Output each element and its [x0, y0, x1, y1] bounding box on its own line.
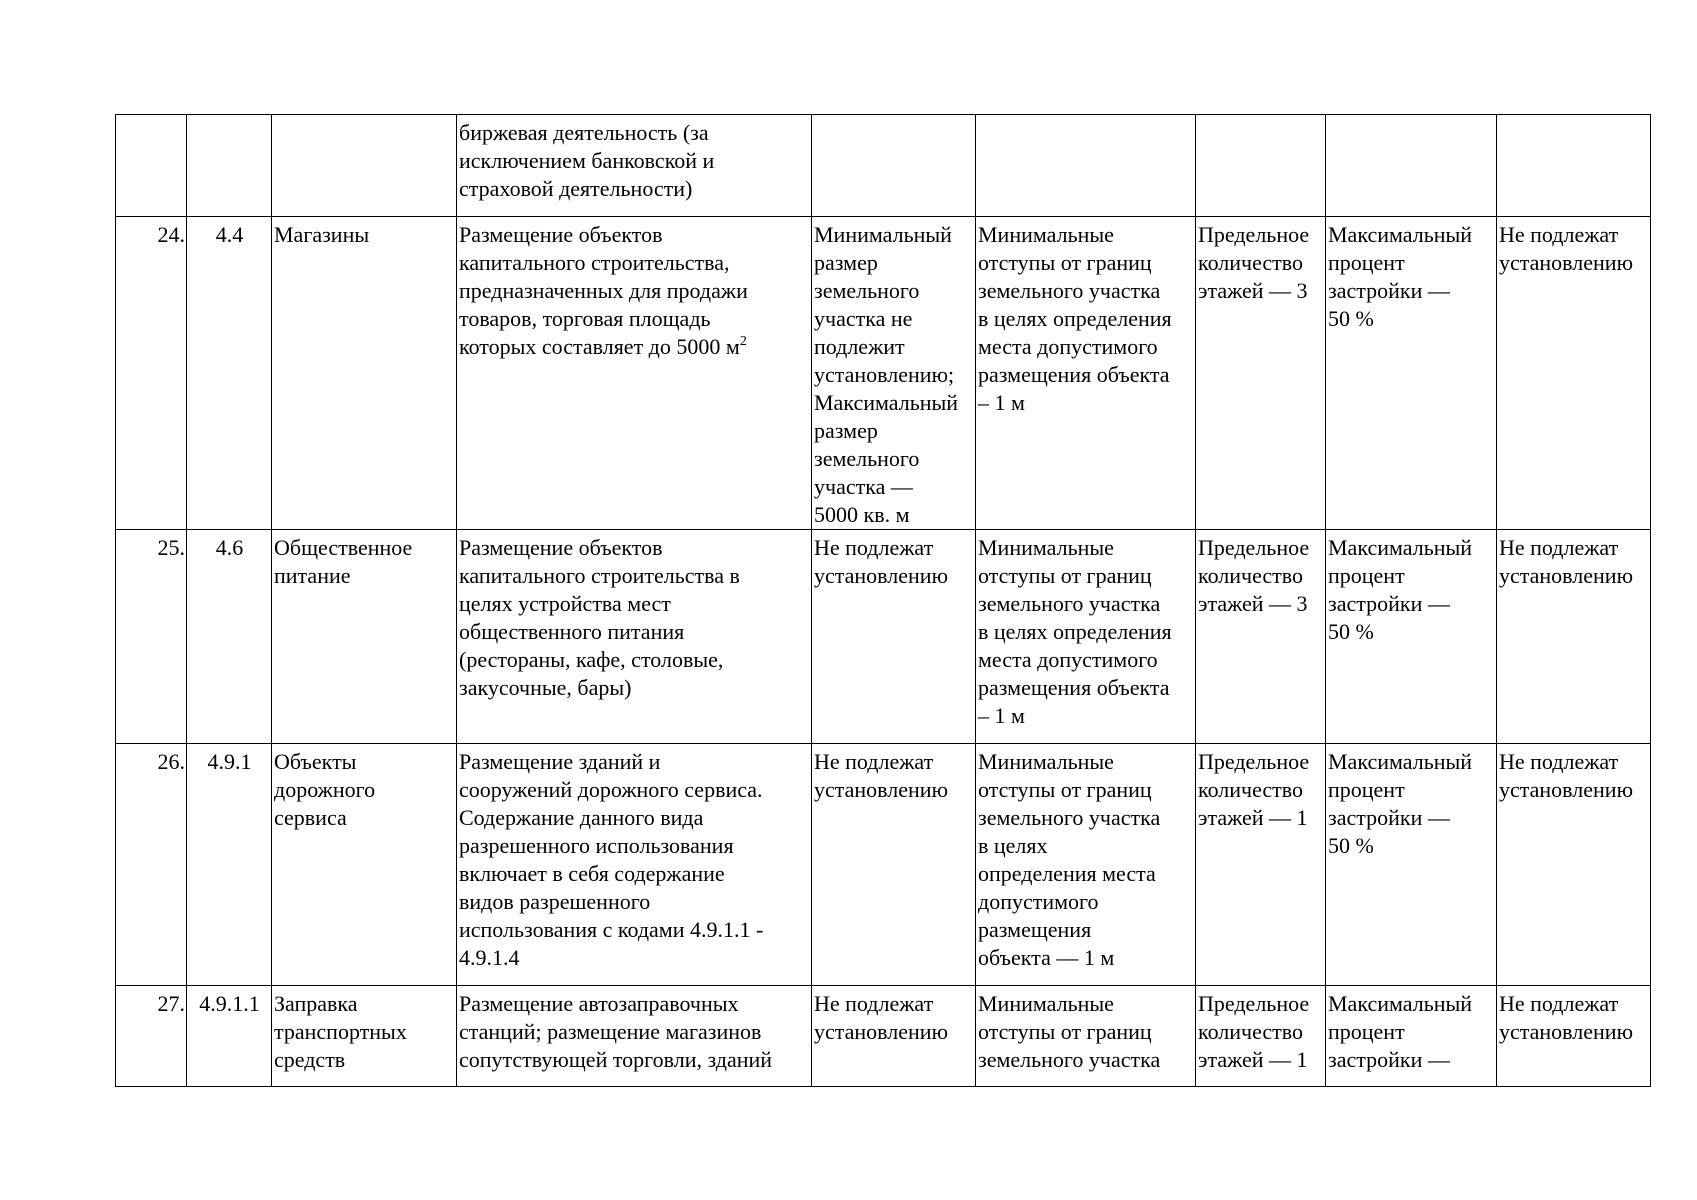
- use-type-name-line: сервиса: [274, 805, 347, 830]
- coverage-cell: [1326, 217, 1497, 530]
- use-type-name-line: Заправка: [274, 991, 358, 1016]
- restrictions-line: установлению: [1499, 1019, 1634, 1044]
- coverage-cell: [1326, 115, 1497, 217]
- plot-size-line: земельного: [814, 278, 920, 303]
- coverage-line: 50 %: [1328, 306, 1374, 331]
- coverage-line: 50 %: [1328, 619, 1374, 644]
- coverage-line: 50 %: [1328, 833, 1374, 858]
- plot-size-line: 5000 кв. м: [814, 502, 910, 527]
- description-line: предназначенных для продажи: [459, 278, 748, 303]
- description-line: биржевая деятельность (за: [459, 120, 709, 145]
- setbacks-line: Минимальные: [978, 991, 1114, 1016]
- table-row: [116, 530, 1651, 744]
- floors-line: количество: [1198, 250, 1304, 275]
- row-code-cell: [187, 217, 272, 530]
- description-line: Содержание данного вида: [459, 805, 704, 830]
- use-type-name-cell: [272, 115, 457, 217]
- row-code-cell: [187, 115, 272, 217]
- plot-size-line: установлению: [814, 1019, 949, 1044]
- plot-size-line: Не подлежат: [814, 991, 934, 1016]
- setbacks-line: размещения объекта: [978, 362, 1170, 387]
- description-line: использования с кодами 4.9.1.1 -: [459, 917, 764, 942]
- coverage-line: процент: [1328, 1019, 1405, 1044]
- coverage-line: Максимальный: [1328, 222, 1473, 247]
- plot-size-line: установлению: [814, 777, 949, 802]
- row-number-cell: [116, 115, 187, 217]
- description-line: Размещение объектов: [459, 222, 663, 247]
- setbacks-line: объекта — 1 м: [978, 945, 1115, 970]
- setbacks-cell: [976, 986, 1196, 1087]
- coverage-line: процент: [1328, 563, 1405, 588]
- setbacks-line: в целях: [978, 833, 1048, 858]
- description-line: капитального строительства,: [459, 250, 730, 275]
- restrictions-cell: [1497, 530, 1651, 744]
- plot-size-line: размер: [814, 250, 878, 275]
- row-number-cell: [116, 530, 187, 744]
- setbacks-line: в целях определения: [978, 619, 1172, 644]
- coverage-line: Максимальный: [1328, 749, 1473, 774]
- plot-size-cell: [812, 986, 976, 1087]
- use-type-name-line: средств: [274, 1047, 346, 1072]
- setbacks-line: места допустимого: [978, 334, 1158, 359]
- description-cell: [457, 217, 812, 530]
- use-type-name-cell: [272, 530, 457, 744]
- use-type-name-cell: [272, 217, 457, 530]
- use-type-name-line: питание: [274, 563, 351, 588]
- plot-size-cell: [812, 744, 976, 986]
- description-line: которых составляет до 5000 $м^2$: [459, 334, 747, 359]
- coverage-line: застройки —: [1328, 805, 1450, 830]
- description-line: Размещение зданий и: [459, 749, 661, 774]
- setbacks-cell: [976, 115, 1196, 217]
- setbacks-line: допустимого: [978, 889, 1099, 914]
- description-line: 4.9.1.4: [459, 945, 520, 970]
- coverage-cell: [1326, 744, 1497, 986]
- description-line: Размещение автозаправочных: [459, 991, 739, 1016]
- floors-line: количество: [1198, 1019, 1304, 1044]
- restrictions-cell: [1497, 986, 1651, 1087]
- floors-line: этажей — 1: [1198, 805, 1308, 830]
- restrictions-line: Не подлежат: [1499, 991, 1619, 1016]
- plot-size-line: установлению;: [814, 362, 955, 387]
- setbacks-line: размещения объекта: [978, 675, 1170, 700]
- coverage-line: процент: [1328, 777, 1405, 802]
- floors-line: этажей — 1: [1198, 1047, 1308, 1072]
- table-row: [116, 217, 1651, 530]
- setbacks-line: земельного участка: [978, 1047, 1161, 1072]
- plot-size-line: установлению: [814, 563, 949, 588]
- description-line: капитального строительства в: [459, 563, 740, 588]
- setbacks-line: места допустимого: [978, 647, 1158, 672]
- table-body: [116, 115, 1651, 1087]
- restrictions-line: установлению: [1499, 250, 1634, 275]
- description-line: исключением банковской и: [459, 148, 715, 173]
- description-line: станций; размещение магазинов: [459, 1019, 762, 1044]
- floors-line: этажей — 3: [1198, 278, 1308, 303]
- setbacks-cell: [976, 744, 1196, 986]
- row-code-cell: [187, 744, 272, 986]
- coverage-cell: [1326, 986, 1497, 1087]
- restrictions-line: Не подлежат: [1499, 749, 1619, 774]
- setbacks-line: земельного участка: [978, 591, 1161, 616]
- use-type-name-cell: [272, 986, 457, 1087]
- floors-cell: [1196, 115, 1326, 217]
- coverage-line: застройки —: [1328, 1047, 1450, 1072]
- row-code: 4.9.1.1: [199, 991, 260, 1016]
- use-type-name-cell: [272, 744, 457, 986]
- setbacks-line: отступы от границ: [978, 250, 1152, 275]
- restrictions-cell: [1497, 115, 1651, 217]
- plot-size-line: Не подлежат: [814, 535, 934, 560]
- row-number-cell: [116, 744, 187, 986]
- plot-size-cell: [812, 217, 976, 530]
- floors-line: Предельное: [1198, 749, 1310, 774]
- restrictions-cell: [1497, 744, 1651, 986]
- coverage-line: процент: [1328, 250, 1405, 275]
- setbacks-line: Минимальные: [978, 535, 1114, 560]
- plot-size-line: земельного: [814, 446, 920, 471]
- setbacks-cell: [976, 530, 1196, 744]
- floors-cell: [1196, 744, 1326, 986]
- row-code: 4.4: [215, 222, 244, 247]
- description-line: (рестораны, кафе, столовые,: [459, 647, 724, 672]
- coverage-line: Максимальный: [1328, 535, 1473, 560]
- setbacks-line: земельного участка: [978, 278, 1161, 303]
- plot-size-line: Минимальный: [814, 222, 952, 247]
- row-number: 25.: [157, 535, 185, 560]
- description-line: включает в себя содержание: [459, 861, 725, 886]
- restrictions-cell: [1497, 217, 1651, 530]
- restrictions-line: установлению: [1499, 777, 1634, 802]
- coverage-line: застройки —: [1328, 591, 1450, 616]
- restrictions-line: Не подлежат: [1499, 535, 1619, 560]
- floors-line: Предельное: [1198, 222, 1310, 247]
- description-line: Размещение объектов: [459, 535, 663, 560]
- row-number: 24.: [157, 222, 185, 247]
- floors-line: этажей — 3: [1198, 591, 1308, 616]
- row-number-cell: [116, 986, 187, 1087]
- restrictions-line: Не подлежат: [1499, 222, 1619, 247]
- use-type-name-line: Объекты: [274, 749, 357, 774]
- description-line: видов разрешенного: [459, 889, 651, 914]
- description-line: товаров, торговая площадь: [459, 306, 711, 331]
- setbacks-line: определения места: [978, 861, 1156, 886]
- plot-size-line: Максимальный: [814, 390, 959, 415]
- description-cell: [457, 744, 812, 986]
- plot-size-line: размер: [814, 418, 878, 443]
- row-number: 26.: [157, 749, 185, 774]
- plot-size-line: подлежит: [814, 334, 905, 359]
- plot-size-line: Не подлежат: [814, 749, 934, 774]
- floors-line: количество: [1198, 777, 1304, 802]
- plot-size-line: участка —: [814, 474, 913, 499]
- description-line: сооружений дорожного сервиса.: [459, 777, 763, 802]
- description-line: страховой деятельности): [459, 176, 693, 201]
- table-row: [116, 115, 1651, 217]
- setbacks-line: отступы от границ: [978, 777, 1152, 802]
- description-cell: [457, 115, 812, 217]
- setbacks-line: – 1 м: [978, 703, 1025, 728]
- row-number: 27.: [157, 991, 185, 1016]
- floors-cell: [1196, 530, 1326, 744]
- superscript-exponent: 2: [739, 334, 747, 349]
- setbacks-line: отступы от границ: [978, 563, 1152, 588]
- coverage-line: застройки —: [1328, 278, 1450, 303]
- setbacks-line: отступы от границ: [978, 1019, 1152, 1044]
- floors-line: Предельное: [1198, 991, 1310, 1016]
- row-number-cell: [116, 217, 187, 530]
- description-line: общественного питания: [459, 619, 685, 644]
- setbacks-line: размещения: [978, 917, 1092, 942]
- description-cell: [457, 986, 812, 1087]
- description-cell: [457, 530, 812, 744]
- floors-line: Предельное: [1198, 535, 1310, 560]
- use-type-name-line: транспортных: [274, 1019, 407, 1044]
- floors-cell: [1196, 217, 1326, 530]
- use-type-name-line: дорожного: [274, 777, 376, 802]
- floors-cell: [1196, 986, 1326, 1087]
- row-code: 4.9.1: [207, 749, 252, 774]
- setbacks-line: в целях определения: [978, 306, 1172, 331]
- description-line: целях устройства мест: [459, 591, 671, 616]
- table-row: [116, 986, 1651, 1087]
- restrictions-line: установлению: [1499, 563, 1634, 588]
- plot-size-cell: [812, 530, 976, 744]
- land-use-regulations-table: [115, 114, 1651, 1087]
- row-code-cell: [187, 530, 272, 744]
- description-line: закусочные, бары): [459, 675, 632, 700]
- setbacks-line: – 1 м: [978, 390, 1025, 415]
- plot-size-cell: [812, 115, 976, 217]
- plot-size-line: участка не: [814, 306, 913, 331]
- row-code-cell: [187, 986, 272, 1087]
- setbacks-line: Минимальные: [978, 222, 1114, 247]
- setbacks-line: Минимальные: [978, 749, 1114, 774]
- use-type-name-line: Магазины: [274, 222, 370, 247]
- setbacks-cell: [976, 217, 1196, 530]
- floors-line: количество: [1198, 563, 1304, 588]
- coverage-cell: [1326, 530, 1497, 744]
- row-code: 4.6: [215, 535, 244, 560]
- use-type-name-line: Общественное: [274, 535, 413, 560]
- setbacks-line: земельного участка: [978, 805, 1161, 830]
- table-row: [116, 744, 1651, 986]
- description-line: разрешенного использования: [459, 833, 734, 858]
- description-line: сопутствующей торговли, зданий: [459, 1047, 773, 1072]
- coverage-line: Максимальный: [1328, 991, 1473, 1016]
